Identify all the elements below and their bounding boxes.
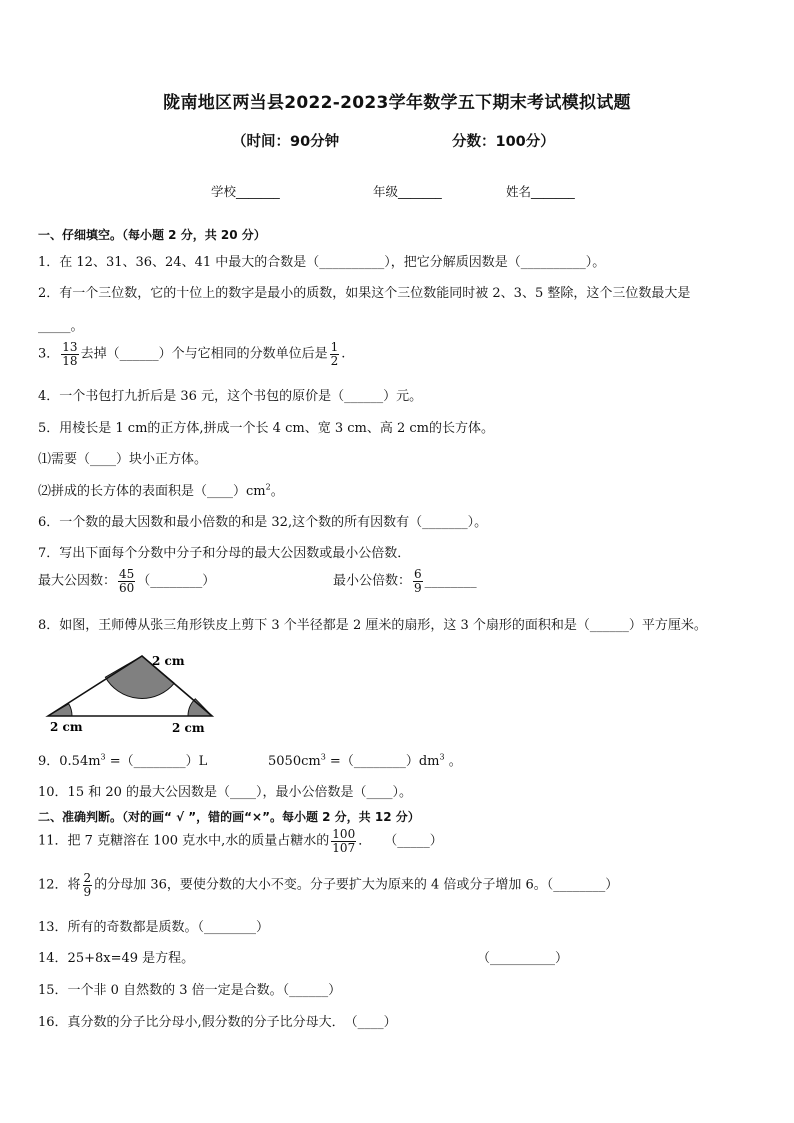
fraction-6-9: $\frac{6}{9}$ (414, 567, 422, 595)
fraction-2-9: $\frac{2}{9}$ (83, 871, 92, 899)
left-label: 2 cm (50, 720, 83, 734)
question-7: 7．写出下面每个分数中分子和分母的最大公因数或最小公倍数． (38, 546, 411, 561)
question-15: 15．一个非 0 自然数的 3 倍一定是合数。（______） (38, 983, 342, 998)
question-7a: 最大公因数： $\frac{45}{60}$ （________） (38, 567, 216, 595)
exam-time: （时间：90分钟 (232, 134, 340, 150)
fraction-45-60: $\frac{45}{60}$ (119, 567, 135, 595)
question-3: 3． $\frac{13}{18}$ 去掉（______）个与它相同的分数单位后是 $\frac{1}{2}$ . (38, 340, 346, 368)
question-12: 12．将 $\frac{2}{9}$ 的分母加 36，要使分数的大小不变。分子要扩大为原来的 4 倍或分子增加 6。（________） (38, 871, 619, 899)
question-9b: $5050cm^3$ $=(\_\_\_\_\_\_\_\_)dm^3$ 。 (268, 752, 462, 769)
question-10: 10．15 和 20 的最大公因数是（____），最小公倍数是（____）。 (38, 785, 413, 800)
question-4: 4．一个书包打九折后是 36 元，这个书包的原价是（______）元。 (38, 389, 423, 404)
grade-field: 年级_______ (373, 184, 442, 199)
fraction-13-18: $\frac{13}{18}$ (62, 340, 78, 368)
question-14-answer: （__________） (477, 951, 569, 966)
question-13: 13．所有的奇数都是质数。（________） (38, 920, 270, 935)
exam-score: 分数：100分） (452, 134, 555, 150)
question-1: 1．在 12、31、36、24、41 中最大的合数是（__________），把它分解质因数是（__________）。 (38, 255, 606, 270)
question-11: 11．把 7 克糖溶在 100 克水中,水的质量占糖水的 $\frac{100}{107}$ ． （_____） (38, 827, 443, 855)
question-2: 2．有一个三位数，它的十位上的数字是最小的质数，如果这个三位数能同时被 2、3、5 整除，这个三位数最大是 (38, 286, 691, 301)
question-5-2: ⑵拼成的长方体的表面积是$(\_\_\_\_)cm^2$。 (38, 482, 284, 499)
question-7b: 最小公倍数： $\frac{6}{9}$ ________ (333, 567, 477, 595)
right-label: 2 cm (172, 721, 205, 735)
fraction-1-2: $\frac{1}{2}$ (330, 340, 339, 368)
q3-number: 3． (38, 346, 60, 362)
question-5: 5．用棱长是 1 cm的正方体,拼成一个长 4 cm、宽 3 cm、高 2 cm的长方体。 (38, 421, 494, 436)
question-16: 16．真分数的分子比分母小,假分数的分子比分母大． （____） (38, 1015, 397, 1030)
question-2-answer: _____。 (38, 319, 84, 334)
section-true-false: 二、准确判断。（对的画“ √ ”，错的画“×”。每小题 2 分，共 12 分） (38, 810, 420, 824)
question-8: 8．如图，王师傅从张三角形铁皮上剪下 3 个半径都是 2 厘米的扇形，这 3 个扇形的面积和是（______）平方厘米。 (38, 618, 707, 633)
question-6: 6．一个数的最大因数和最小倍数的和是 32,这个数的所有因数有（_______）。 (38, 515, 488, 530)
question-5-1: ⑴需要（____）块小正方体。 (38, 452, 208, 467)
school-field: 学校_______ (211, 184, 280, 199)
top-label: 2 cm (152, 654, 185, 668)
triangle-sectors-figure (44, 652, 224, 738)
q3-text: 去掉（______）个与它相同的分数单位后是 (80, 346, 328, 362)
question-9a: 9．$0.54m^3$ =（________）L (38, 752, 208, 769)
section-fill-blanks: 一、仔细填空。（每小题 2 分，共 20 分） (38, 228, 266, 242)
page-title: 陇南地区两当县2022-2023学年数学五下期末考试模拟试题 (163, 93, 631, 113)
question-14: 14．25+8x=49 是方程。 (38, 951, 195, 966)
fraction-100-107: $\frac{100}{107}$ (332, 827, 356, 855)
name-field: 姓名_______ (506, 184, 575, 199)
